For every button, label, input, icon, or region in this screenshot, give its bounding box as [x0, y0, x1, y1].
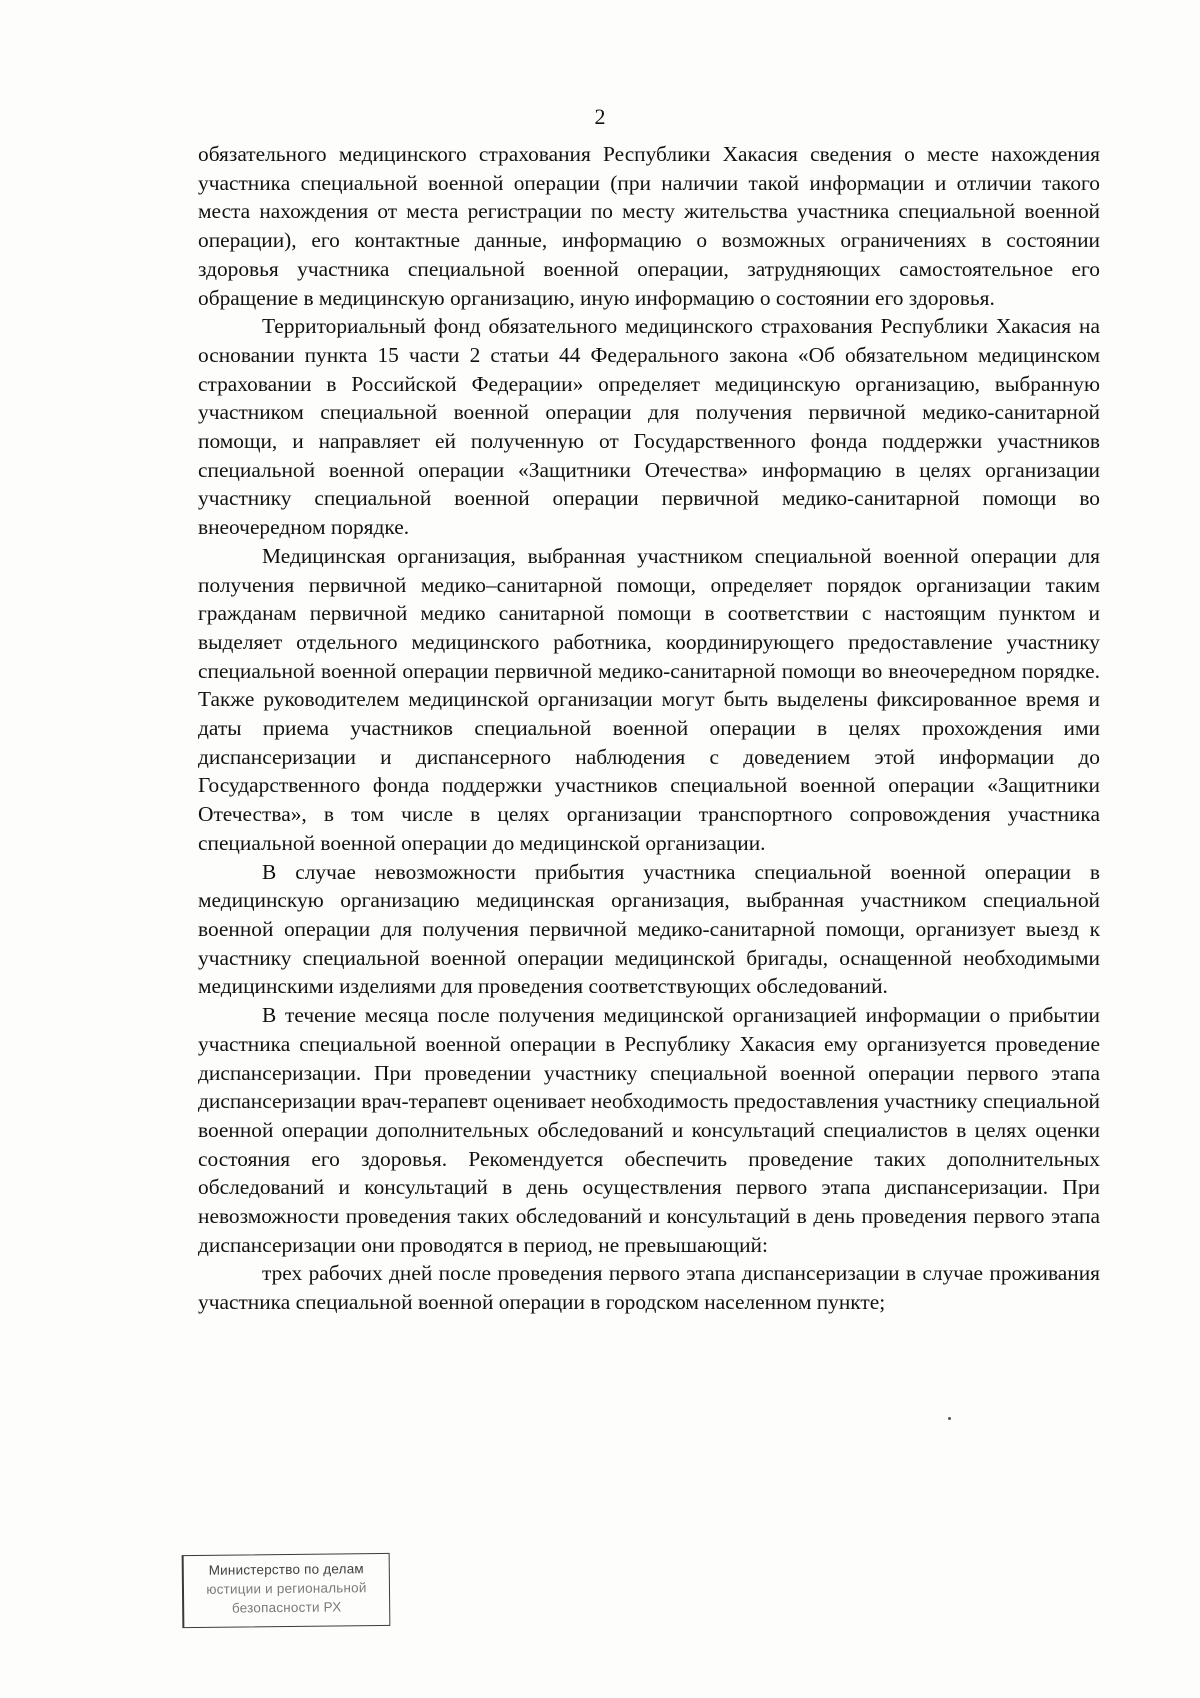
scan-speck	[948, 1417, 951, 1420]
paragraph-5: В течение месяца после получения медицинской организацией информации о прибытии участника специальной военной операции в Республику Хакасия ему организуется проведение диспансеризации. При проведении участнику специальной военной операции первого этапа диспансеризации врач-терапевт оценивает необходимость предоставления участнику специальной военной операции дополнительных обследований и консультаций специалистов в целях оценки состояния его здоровья. Рекомендуется обеспечить проведение таких дополнительных обследований и консультаций в день осуществления первого этапа диспансеризации. При невозможности проведения таких обследований и консультаций в день проведения первого этапа диспансеризации они проводятся в период, не превышающий:	[198, 1003, 1100, 1257]
paragraph-6: трех рабочих дней после проведения первого этапа диспансеризации в случае проживания участника специальной военной операции в городском населенном пункте;	[198, 1261, 1100, 1315]
paragraph-2: Территориальный фонд обязательного медицинского страхования Республики Хакасия на основании пункта 15 части 2 статьи 44 Федерального закона «Об обязательном медицинском страховании в Российской Федерации» определяет медицинскую организацию, выбранную участником специальной военной операции для получения первичной медико-санитарной помощи, и направляет ей полученную от Государственного фонда поддержки участников специальной военной операции «Защитники Отечества» информацию в целях организации участнику специальной военной операции первичной медико-санитарной помощи во внеочередном порядке.	[198, 314, 1100, 540]
ministry-stamp	[182, 1553, 391, 1628]
stamp-line-2: юстиции и региональной	[206, 1580, 367, 1597]
stamp-line-1: Министерство по делам	[208, 1561, 364, 1578]
document-body	[198, 140, 1100, 1317]
page-number: 2	[594, 104, 606, 129]
paragraph-3: Медицинская организация, выбранная участником специальной военной операции для получения первичной медико–санитарной помощи, определяет порядок организации таким гражданам первичной медико санитарной помощи в соответствии с настоящим пунктом и выделяет отдельного медицинского работника, координирующего предоставление участнику специальной военной операции первичной медико-санитарной помощи во внеочередном порядке. Также руководителем медицинской организации могут быть выделены фиксированное время и даты приема участников специальной военной операции в целях прохождения ими диспансеризации и диспансерного наблюдения с доведением этой информации до Государственного фонда поддержки участников специальной военной операции «Защитники Отечества», в том числе в целях организации транспортного сопровождения участника специальной военной операции до медицинской организации.	[198, 543, 1100, 855]
paragraph-1: обязательного медицинского страхования Республики Хакасия сведения о месте нахождения участника специальной военной операции (при наличии такой информации и отличии такого места нахождения от места регистрации по месту жительства участника специальной военной операции), его контактные данные, информацию о возможных ограничениях в состоянии здоровья участника специальной военной операции, затрудняющих самостоятельное его обращение в медицинскую организацию, иную информацию о состоянии его здоровья.	[198, 142, 1100, 310]
paragraph-4: В случае невозможности прибытия участника специальной военной операции в медицинскую организацию медицинская организация, выбранная участником специальной военной операции для получения первичной медико-санитарной помощи, организует выезд к участнику специальной военной операции медицинской бригады, оснащенной необходимыми медицинскими изделиями для проведения соответствующих обследований.	[198, 859, 1100, 999]
stamp-line-3: безопасности РХ	[231, 1599, 342, 1616]
